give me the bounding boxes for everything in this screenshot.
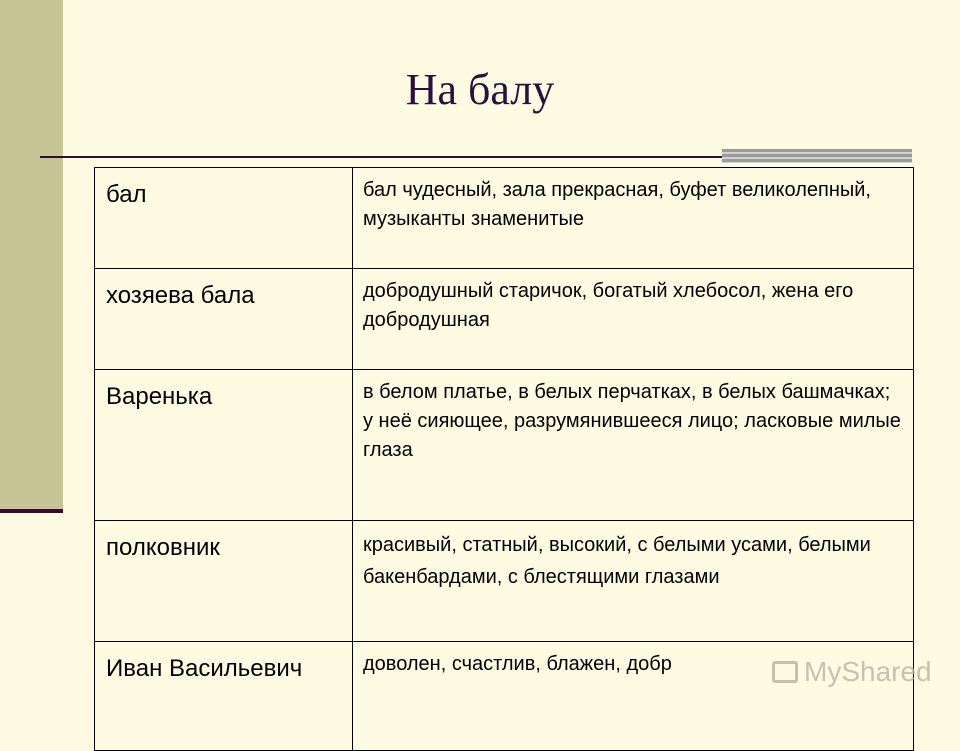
description-cell: добродушный старичок, богатый хлебосол, жена его добродушная (353, 269, 914, 370)
slide-title: На балу (405, 65, 555, 114)
presentation-icon (772, 661, 798, 683)
title-divider-accent (722, 149, 912, 163)
term-cell: бал (95, 168, 353, 269)
term-cell: Иван Васильевич (95, 642, 353, 751)
description-cell: бал чудесный, зала прекрасная, буфет великолепный, музыканты знаменитые (353, 168, 914, 269)
watermark (772, 656, 932, 688)
term-cell: полковник (95, 521, 353, 642)
watermark-text: MyShared (804, 656, 932, 687)
left-band-underline (0, 509, 63, 513)
description-cell: красивый, статный, высокий, с белыми усами, белыми бакенбардами, с блестящими глазами (353, 521, 914, 642)
term-cell: Варенька (95, 370, 353, 521)
table-row (95, 168, 914, 269)
table-row (95, 521, 914, 642)
term-cell: хозяева бала (95, 269, 353, 370)
description-cell: доволен, счастлив, блажен, добр (353, 642, 914, 751)
description-cell: в белом платье, в белых перчатках, в белых башмачках; у неё сияющее, разрумянившееся лицо; ласковые милые глаза (353, 370, 914, 521)
table-row (95, 370, 914, 521)
table-row (95, 269, 914, 370)
